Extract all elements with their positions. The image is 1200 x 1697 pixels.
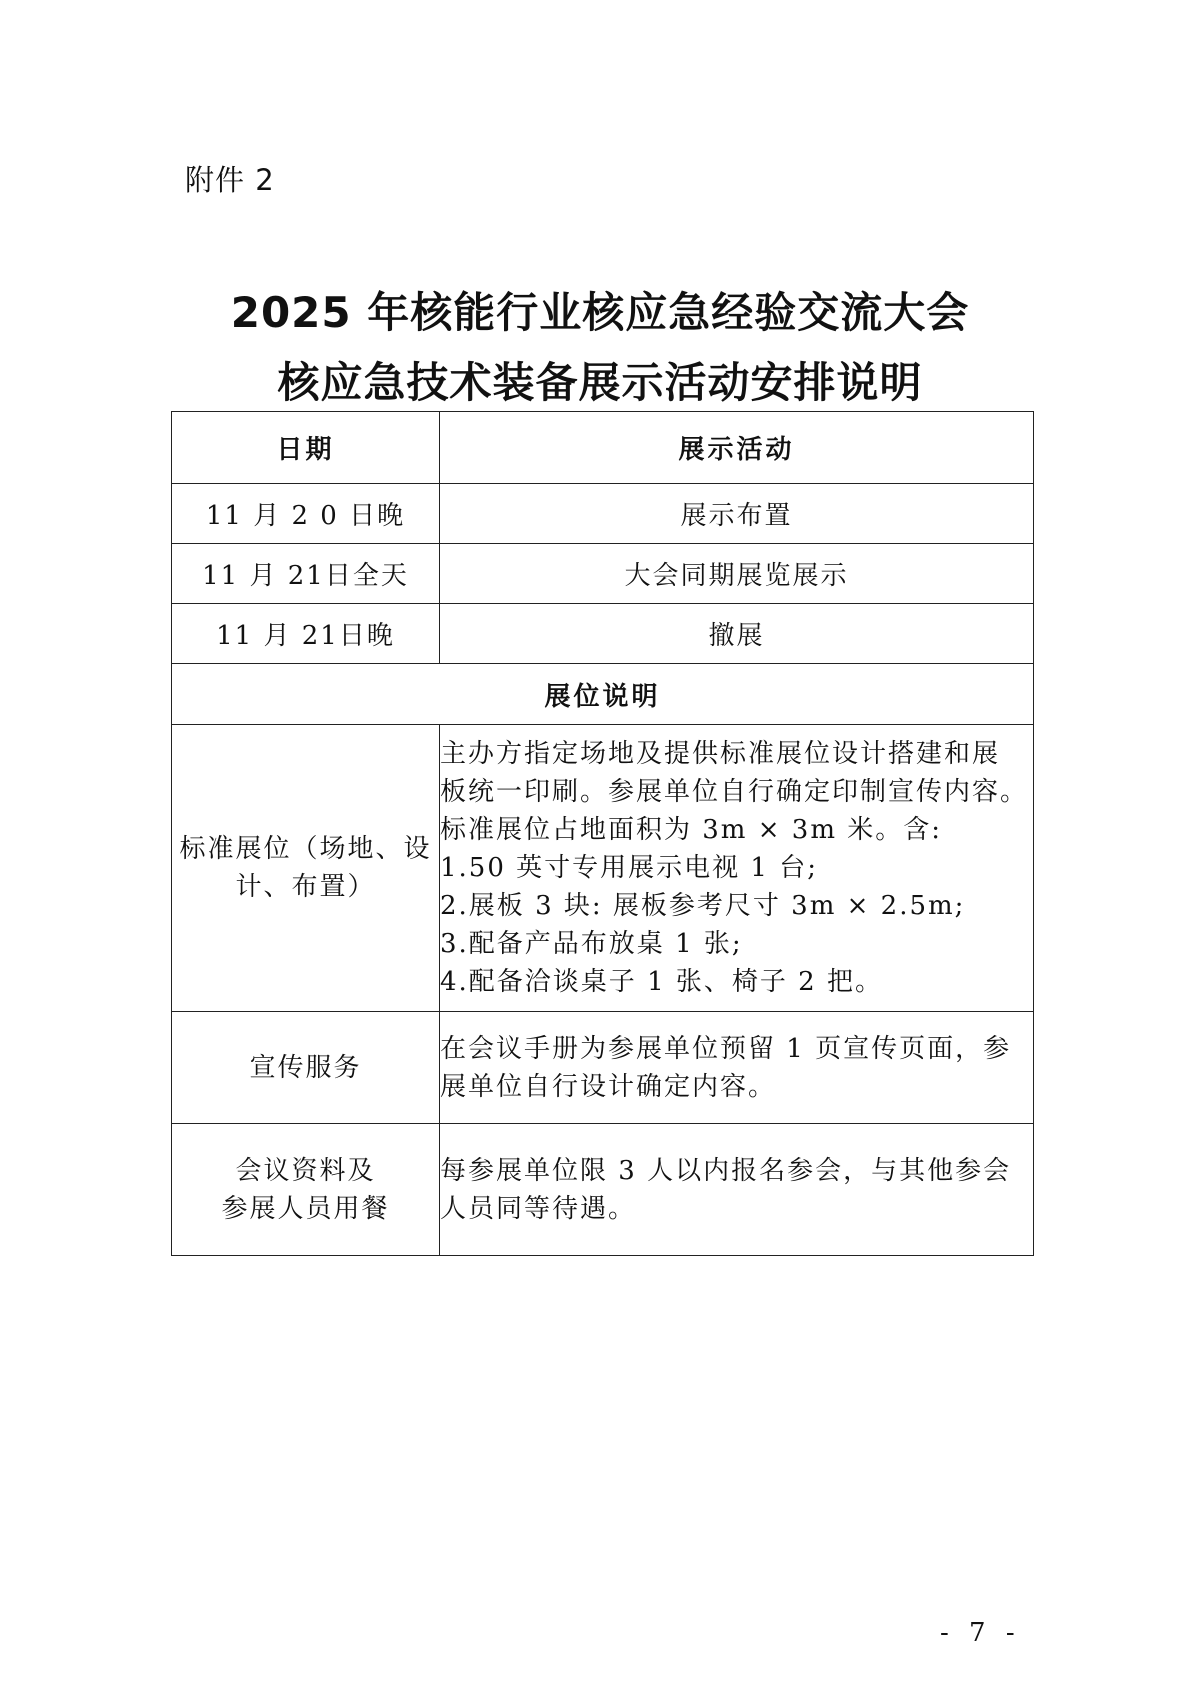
standard-booth-label-line: 标准展位（场地、设 (179, 834, 432, 864)
table-row (172, 604, 1034, 664)
booth-section-title: 展位说明 (172, 664, 1034, 725)
header-date: 日期 (172, 412, 440, 484)
standard-booth-label-line: 计、布置） (235, 872, 376, 902)
description-line: 2.展板 3 块: 展板参考尺寸 3m × 2.5m; (440, 891, 966, 921)
meals-label (172, 1124, 440, 1256)
schedule-date: 11 月 21日全天 (172, 544, 440, 604)
description-line: 标准展位占地面积为 3m × 3m 米。含: (440, 815, 942, 845)
schedule-date: 11 月 21日晚 (172, 604, 440, 664)
header-activity: 展示活动 (440, 412, 1034, 484)
schedule-activity: 展示布置 (440, 484, 1034, 544)
description-line: 在会议手册为参展单位预留 1 页宣传页面，参 (440, 1033, 1012, 1064)
table-row (172, 1124, 1034, 1256)
description-line: 板统一印刷。参展单位自行确定印制宣传内容。 (440, 777, 1029, 807)
promotion-service-label: 宣传服务 (172, 1012, 440, 1124)
standard-booth-description (440, 725, 1034, 1012)
promotion-service-description (440, 1012, 1034, 1124)
description-line: 人员同等待遇。 (440, 1193, 637, 1224)
document-title-line-2: 核应急技术装备展示活动安排说明 (277, 358, 923, 407)
description-line: 每参展单位限 3 人以内报名参会，与其他参会 (440, 1155, 1012, 1186)
description-line: 展单位自行设计确定内容。 (440, 1071, 777, 1102)
table-row (172, 1012, 1034, 1124)
table-row (172, 484, 1034, 544)
standard-booth-label (172, 725, 440, 1012)
schedule-activity: 撤展 (440, 604, 1034, 664)
table-row (172, 544, 1034, 604)
schedule-activity: 大会同期展览展示 (440, 544, 1034, 604)
description-line: 1.50 英寸专用展示电视 1 台; (440, 853, 818, 883)
table-row (172, 725, 1034, 1012)
document-title-line-1: 2025 年核能行业核应急经验交流大会 (230, 288, 970, 337)
table-header-row (172, 412, 1034, 484)
attachment-label: 附件 2 (185, 163, 275, 197)
meals-description (440, 1124, 1034, 1256)
description-line: 主办方指定场地及提供标准展位设计搭建和展 (440, 739, 1001, 769)
description-line: 3.配备产品布放桌 1 张; (440, 929, 743, 959)
schedule-date: 11 月 2 0 日晚 (172, 484, 440, 544)
meals-label-line: 会议资料及 (235, 1155, 376, 1186)
description-line: 4.配备洽谈桌子 1 张、椅子 2 把。 (440, 967, 883, 997)
page-number: - 7 - (940, 1618, 1021, 1648)
exhibition-schedule-table (171, 411, 1034, 1256)
meals-label-line: 参展人员用餐 (221, 1193, 390, 1224)
booth-section-header-row (172, 664, 1034, 725)
